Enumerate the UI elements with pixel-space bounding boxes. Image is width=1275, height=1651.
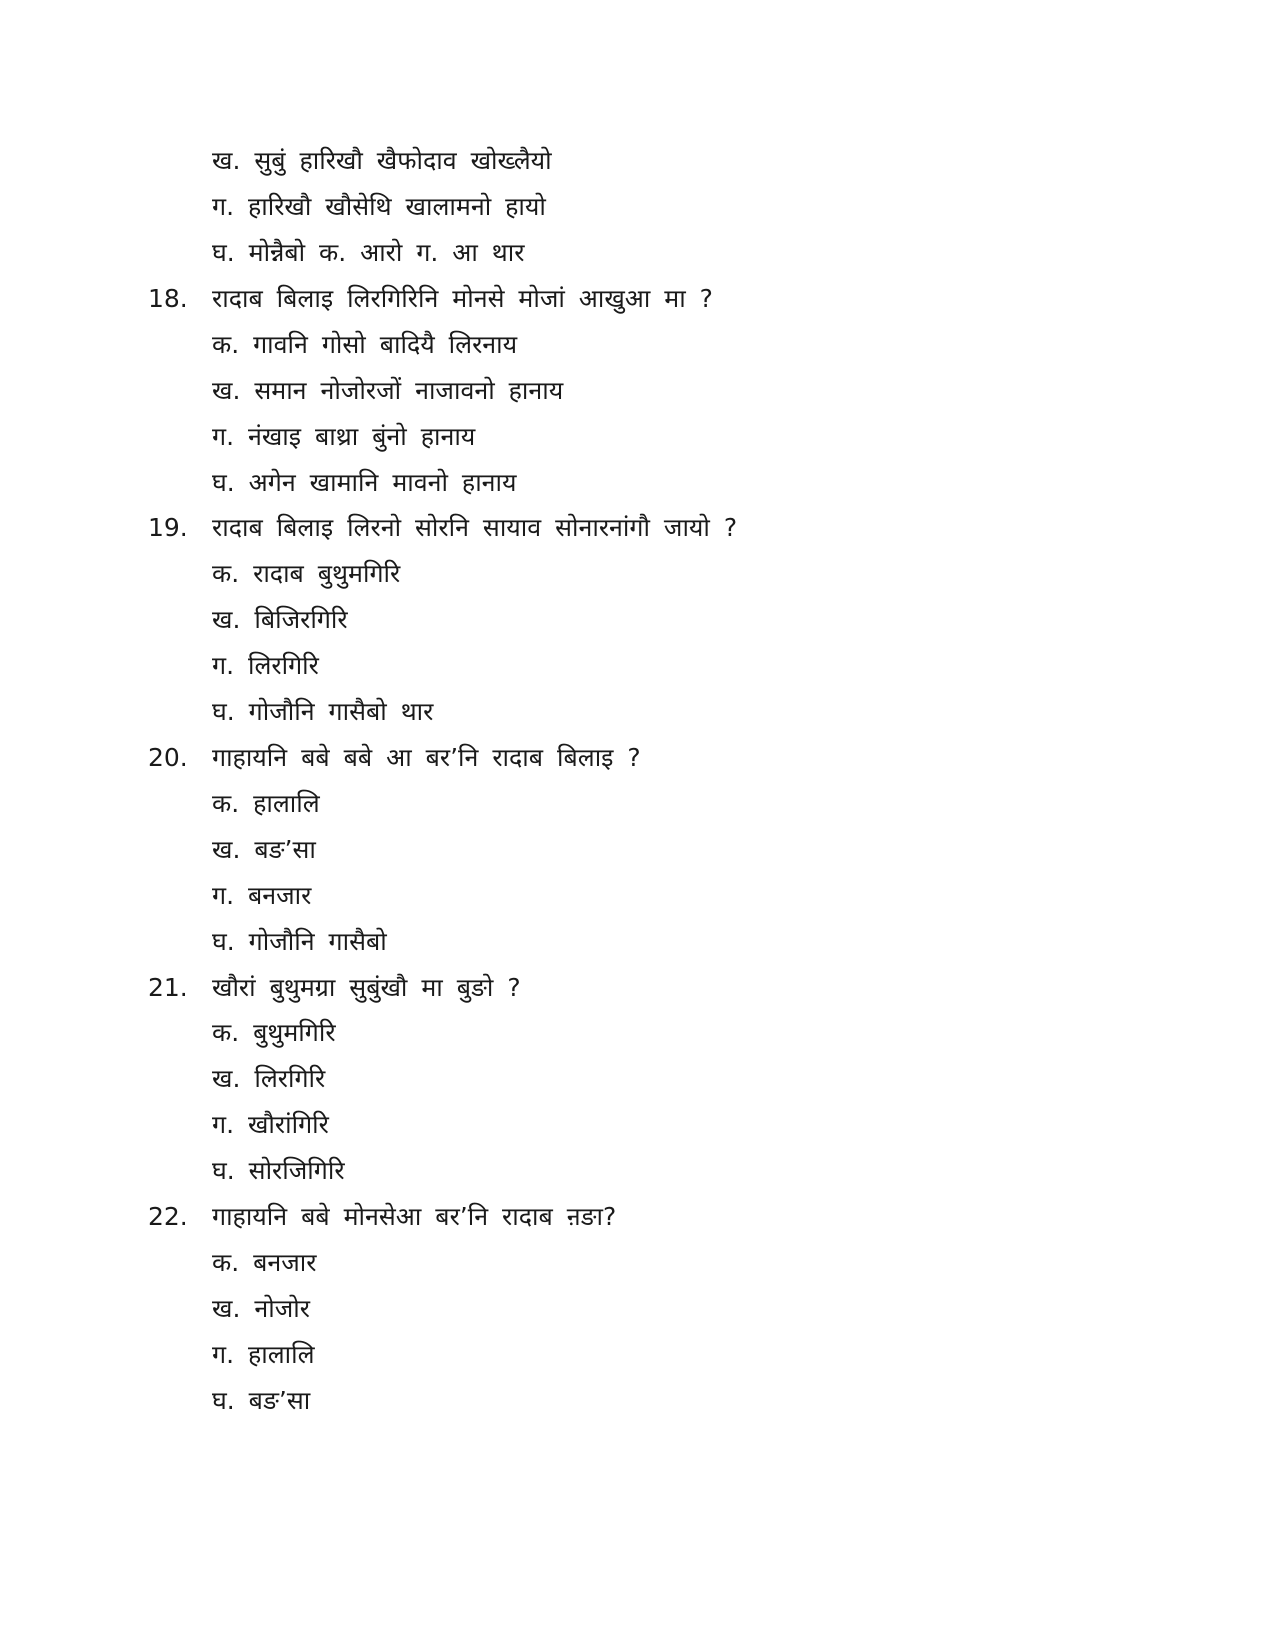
question-number-19: 19.	[148, 513, 188, 542]
option-18-ka: क. गावनि गोसो बादियै लिरनाय	[212, 330, 518, 359]
option-19-gha: घ. गोजौनि गासैबो थार	[212, 697, 434, 726]
option-19-ka: क. रादाब बुथुमगिरि	[212, 559, 401, 588]
option-21-gha: घ. सोरजिगिरि	[212, 1156, 345, 1185]
question-text-20: गाहायनि बबे बबे आ बर’नि रादाब बिलाइ ?	[212, 743, 641, 772]
option-17-ga: ग. हारिखौ खौसेथि खालामनो हायो	[212, 192, 546, 221]
option-21-ga: ग. खौरांगिरि	[212, 1110, 329, 1139]
question-number-21: 21.	[148, 973, 188, 1002]
option-18-kha: ख. समान नोजोरजों नाजावनो हानाय	[212, 376, 564, 405]
option-22-gha: घ. बङ’सा	[212, 1386, 311, 1415]
option-20-ga: ग. बनजार	[212, 881, 312, 910]
option-19-kha: ख. बिजिरगिरि	[212, 605, 348, 634]
option-20-gha: घ. गोजौनि गासैबो	[212, 927, 387, 956]
option-22-ga: ग. हालालि	[212, 1340, 315, 1369]
question-text-18: रादाब बिलाइ लिरगिरिनि मोनसे मोजां आखुआ मा ?	[212, 284, 713, 313]
option-21-kha: ख. लिरगिरि	[212, 1064, 326, 1093]
option-18-ga: ग. नंखाइ बाथ्रा बुंनो हानाय	[212, 422, 476, 451]
option-17-kha: ख. सुबुं हारिखौ खैफोदाव खोख्लैयो	[212, 146, 552, 175]
question-text-22: गाहायनि बबे मोनसेआ बर’नि रादाब ऩङा?	[212, 1202, 617, 1231]
option-17-gha: घ. मोन्नैबो क. आरो ग. आ थार	[212, 238, 525, 267]
option-18-gha: घ. अगेन खामानि मावनो हानाय	[212, 468, 517, 497]
question-text-21: खौरां बुथुमग्रा सुबुंखौ मा बुङो ?	[212, 973, 521, 1002]
option-21-ka: क. बुथुमगिरि	[212, 1018, 336, 1047]
option-22-ka: क. बनजार	[212, 1248, 317, 1277]
question-number-20: 20.	[148, 743, 188, 772]
question-text-19: रादाब बिलाइ लिरनो सोरनि सायाव सोनारनांगौ जायो ?	[212, 513, 738, 542]
option-22-kha: ख. नोजोर	[212, 1294, 310, 1323]
option-20-ka: क. हालालि	[212, 789, 320, 818]
question-number-18: 18.	[148, 284, 188, 313]
option-19-ga: ग. लिरगिरि	[212, 651, 319, 680]
option-20-kha: ख. बङ’सा	[212, 835, 316, 864]
question-number-22: 22.	[148, 1202, 188, 1231]
